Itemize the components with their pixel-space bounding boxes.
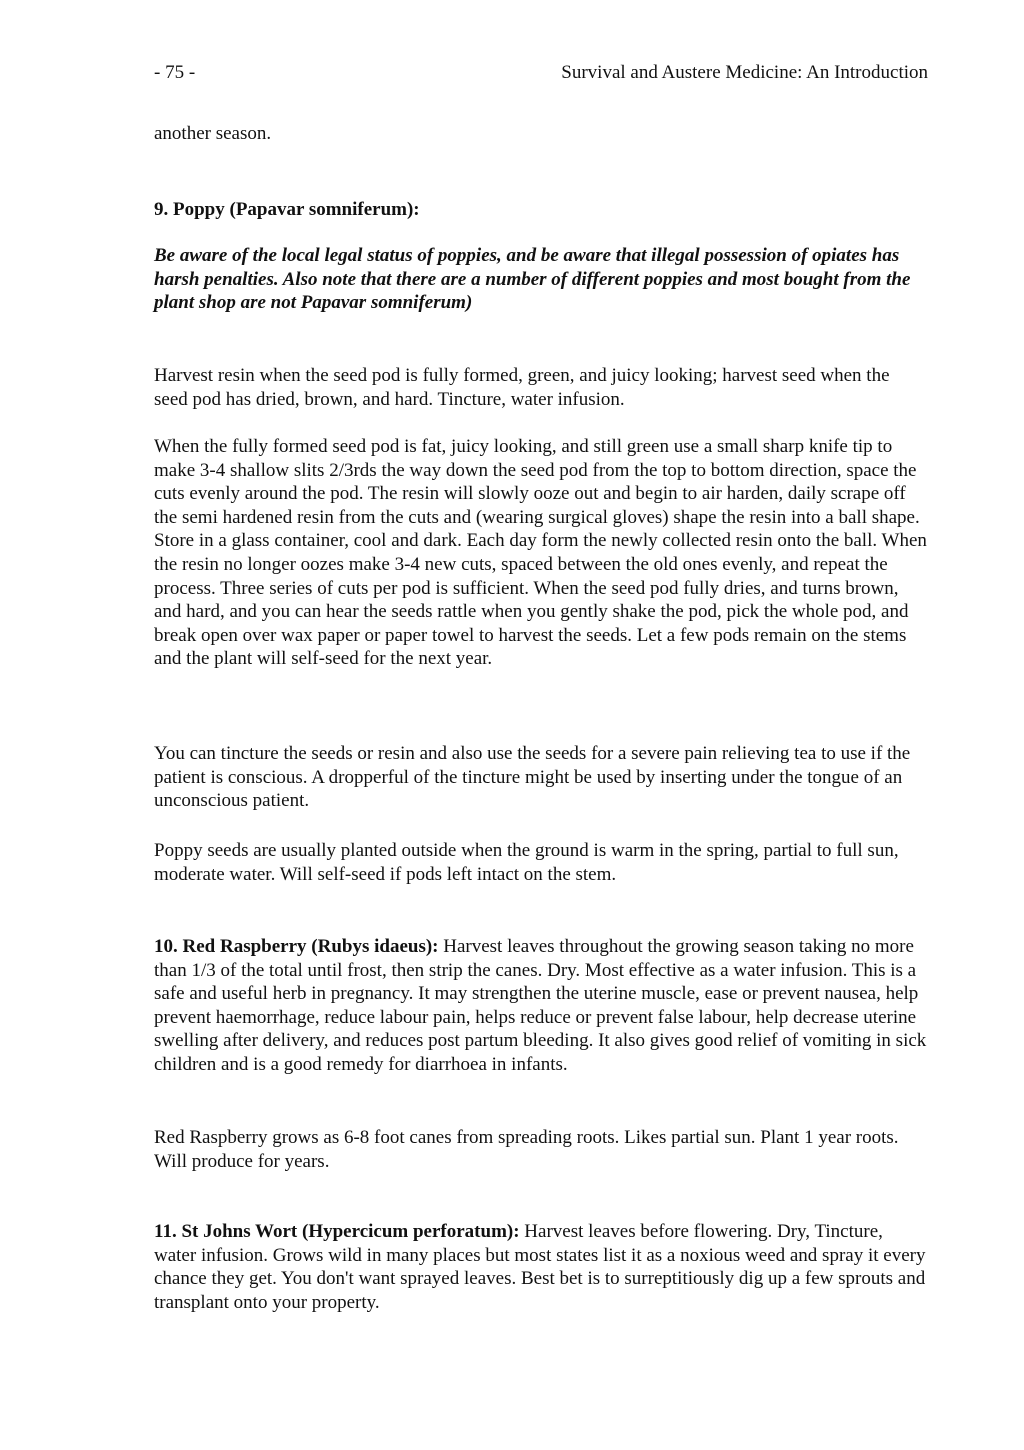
st-johns-wort-paragraph (154, 1220, 928, 1314)
raspberry-growing-paragraph: Red Raspberry grows as 6-8 foot canes from spreading roots. Likes partial sun. Plant 1 year roots. Will produce for years. (154, 1127, 899, 1172)
continuation-paragraph: another season. (154, 123, 272, 144)
poppy-planting-paragraph: Poppy seeds are usually planted outside when the ground is warm in the spring, partial to full sun, moderate water. Will self-seed if pods left intact on the stem. (154, 840, 899, 885)
poppy-resin-paragraph: When the fully formed seed pod is fat, juicy looking, and still green use a small sharp knife tip to make 3-4 shallow slits 2/3rds the way down the seed pod from the top to bottom direction, space the cuts evenly around the pod. The resin will slowly ooze out and begin to air harden, daily scrape off the semi hardened resin from the cuts and (wearing surgical gloves) shape the resin into a ball shape. Store in a glass container, cool and dark. Each day form the newly collected resin onto the ball. When the resin no longer oozes make 3-4 new cuts, spaced between the old ones evenly, and repeat the process. Three series of cuts per pod is sufficient. When the seed pod fully dries, and turns brown, and hard, and you can hear the seeds rattle when you gently shake the pod, pick the whole pod, and break open over wax paper or paper towel to harvest the seeds. Let a few pods remain on the stems and the plant will self-seed for the next year. (154, 436, 927, 670)
raspberry-paragraph (154, 935, 928, 1077)
st-johns-wort-body: Harvest leaves before flowering. Dry, Tincture, water infusion. Grows wild in many places but most states list it as a noxious weed and spray it every chance they get. You don't want sprayed leaves. Best bet is to surreptitiously dig up a few sprouts and transplant onto your property. (154, 1221, 926, 1313)
poppy-harvest-paragraph: Harvest resin when the seed pod is fully formed, green, and juicy looking; harvest seed when the seed pod has dried, brown, and hard. Tincture, water infusion. (154, 365, 890, 410)
book-title: Survival and Austere Medicine: An Introduction (561, 62, 928, 83)
document-page (154, 58, 928, 1313)
page-number: - 75 - (154, 62, 196, 83)
st-johns-wort-heading: 11. St Johns Wort (Hypercicum perforatum): (154, 1221, 520, 1242)
raspberry-body: Harvest leaves throughout the growing season taking no more than 1/3 of the total until frost, then strip the canes. Dry. Most effective as a water infusion. This is a safe and useful herb in pregnancy. It may strengthen the uterine muscle, ease or prevent nausea, help prevent haemorrhage, reduce labour pain, helps reduce or prevent false labour, help decrease uterine swelling after delivery, and reduces post partum bleeding. It also gives good relief of vomiting in sick children and is a good remedy for diarrhoea in infants. (154, 936, 927, 1075)
page-header (154, 58, 928, 88)
poppy-warning: Be aware of the local legal status of poppies, and be aware that illegal possession of opiates has harsh penalties. Also note that there are a number of different poppies and most bought from the plant shop are not Papavar somniferum) (154, 245, 911, 314)
poppy-usage-paragraph: You can tincture the seeds or resin and also use the seeds for a severe pain relieving tea to use if the patient is conscious. A dropperful of the tincture might be used by inserting under the tongue of an unconscious patient. (154, 743, 911, 812)
poppy-heading: 9. Poppy (Papavar somniferum): (154, 199, 420, 220)
raspberry-heading: 10. Red Raspberry (Rubys idaeus): (154, 936, 439, 957)
